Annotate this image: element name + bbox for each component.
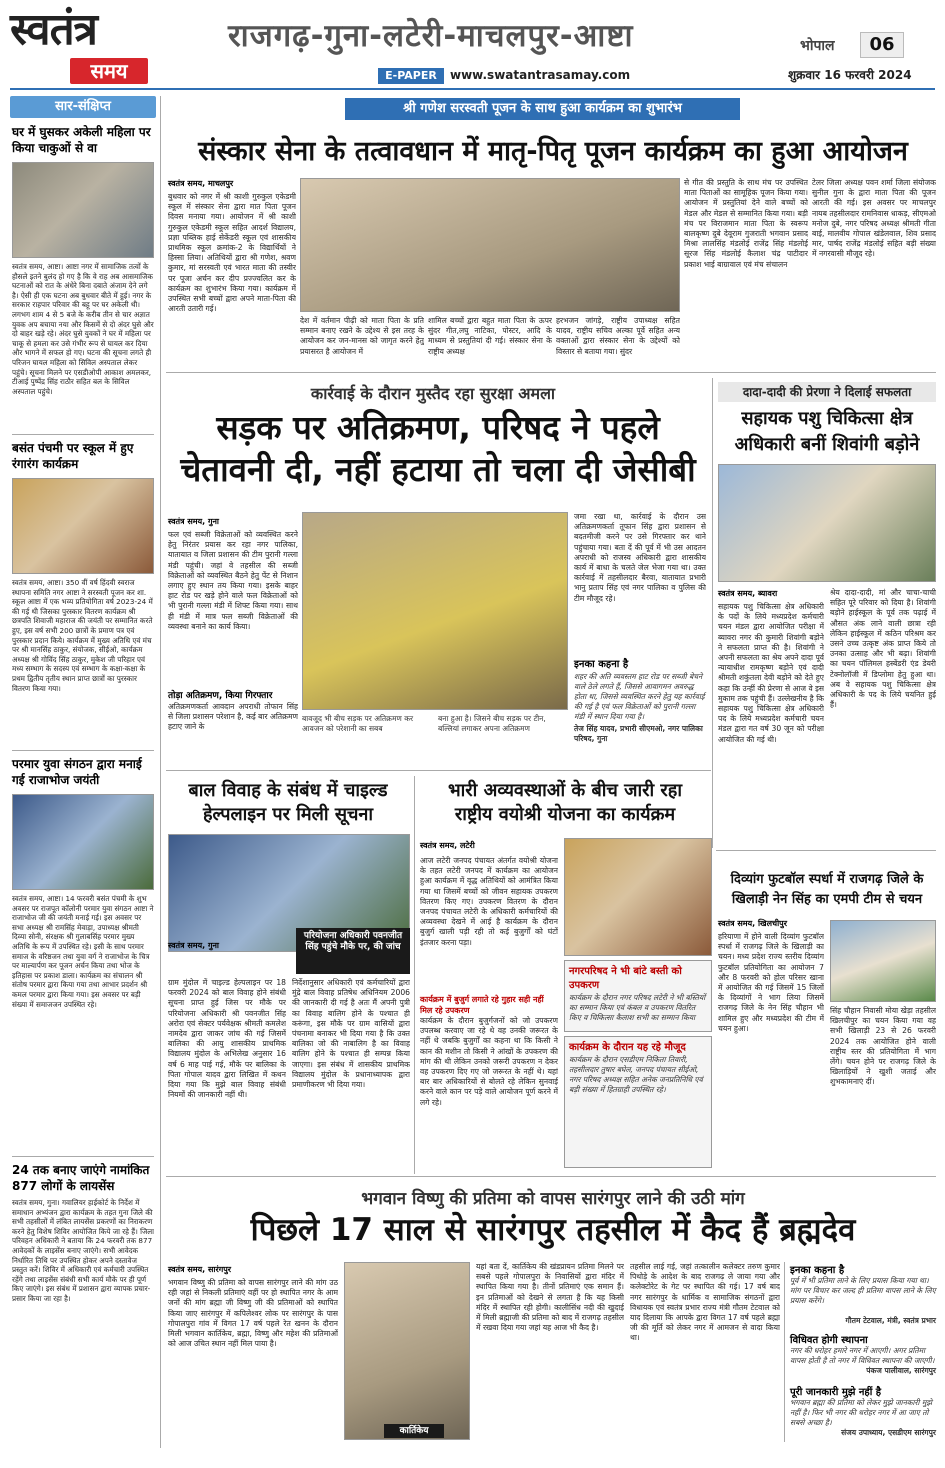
child-marriage-headline-2: हेल्पलाइन पर मिली सूचना xyxy=(202,804,374,825)
vet-headline-2: अधिकारी बनीं शिवांगी बड़ोने xyxy=(734,434,920,455)
sidebar-story-4-title: 24 तक बनाए जाएंगे नामांकित 877 लोगों के लायसेंस xyxy=(12,1163,150,1193)
vishnu-box2: भगवान ब्रह्मा की प्रतिमा को लेकर मुझे जानकारी मुझे नहीं है। फिर भी नगर की धरोहर नगर में आ जाए तो सबसे अच्छा है। xyxy=(790,1398,932,1427)
child-marriage-col-1: ग्राम मुंदोल में चाइल्ड हेल्पलाइन पर 18 फरवरी 2024 को बाल विवाह होने संबंधी सूचना प्राप्त हुई जिस पर मौके पर परियोजना अधिकारी श्री पवनजीत सिंह अरोरा एवं सेक्टर पर्यवेक्षक श्रीमती कमलेश नामदेव द्वारा जाकर जांच की गई जिसमें बालिका की आयु शासकीय प्राथमिक विद्यालय मुंदोल के अभिलेख अनुसार 16 वर्ष 6 माह पाई गई, मौके पर बालिका के पिता गोपाल यादव द्वारा लिखित में कथन दिया गया कि मुझे बाल विवाह संबंधी नियमों की जानकारी नहीं थी। xyxy=(168,978,286,1100)
football-col-1: हरियाणा में होने वाली दिव्यांग फुटबॉल स्पर्धा में राजगढ़ जिले के खिलाड़ी का चयन। मध्य प्रदेश राज्य स्तरीय दिव्यांग फुटबॉल प्रतियोगिता का आयोजन 7 और 8 फरवरी को होल परिसर खाना में आयोजित की गई जिसमें 15 जिलों के दिव्यांगों ने भाग लिया जिसमें राजगढ़ जिले के नेन सिंह चौहान भी शामिल हुए और मध्यप्रदेश की टीम में चयन हुआ। xyxy=(718,932,824,1033)
sidebar-story-1-title: घर में घुसकर अकेली महिला पर किया चाकुओं से वा xyxy=(12,125,151,155)
elderly-headline-1: भारी अव्यवस्थाओं के बीच जारी रहा xyxy=(447,780,683,801)
vet-col-2: श्रेय दादा-दादी, मां और चाचा-चाची सहित पूरे परिवार को दिया है। शिवांगी बड़ोने हाईस्कूल के पूर्व तक पढ़ाई में औसत अंक लाने वाली छात्रा रही लेकिन हाईस्कूल में कठिन परिश्रम कर उसने उच्च उत्कृष्ट अंक प्राप्त किये तो उनका उत्साह और भी बढ़ा। शिवांगी का चयन पॉलिमल हस्बेंडरी एंड डेयरी टेक्नोलॉजी में डिप्लोमा हेतु हुआ था। अब वे सहायक पशु चिकित्सा क्षेत्र अधिकारी के पद के लिये चयनित हुई हैं। xyxy=(830,588,936,710)
vishnu-box2-head: पूरी जानकारी मुझे नहीं है xyxy=(790,1387,882,1398)
vishnu-quote-name: गौतम टेटवाल, मंत्री, स्वतंत्र प्रभार xyxy=(845,1316,936,1325)
page-number: 06 xyxy=(860,32,904,58)
section-divider xyxy=(166,770,711,771)
section-divider xyxy=(166,1176,936,1177)
encroach-headline-2: चेतावनी दी, नहीं हटाया तो चला दी जेसीबी xyxy=(180,450,696,489)
vishnu-col-1: भगवान विष्णु की प्रतिमा को वापस सारंगपुर लाने की मांग उठ रही जहां से निकली प्रतिमाएं वहीं पर हो स्थापित नगर के आम जनों की मांग ब्रह्मा जी विष्णु जी की प्रतिमाओं को स्थापित किया जाए सारंगपुर में कपिलेश्वर लोक पर सारंगपुर के पास गोपालपुरा गांव में विगत 17 वर्ष पहले रेत खनन के दौरान मिली भगवान कार्तिकेय, ब्रह्मा, विष्णु और महेश की प्रतिमाओं को आज उचित स्थान नहीं मिल पाया है। xyxy=(168,1278,338,1349)
encroach-col-2: जमा रखा था, कार्रवाई के दौरान उस अतिक्रमणकर्ता तूफान सिंह द्वारा प्रशासन से बदतमीजी करने पर उसे गिरफ्तार कर थाने पहुंचाया गया। बता दें की पूर्व में भी उस आदतन अपराधी को राजस्व अधिकारी द्वारा शासकीय कार्य में बाधा के चलते जेल भेजा गया था। उक्त कार्रवाई में तहसीलदार बैरवा, यातायात प्रभारी भानु प्रताप सिंह एवं नगर पालिका व पुलिस की टीम मौजूद रहे। xyxy=(574,512,706,603)
elderly-col-2: कार्यक्रम के दौरान बुजुर्गजनों को जो उपकरण उपलब्ध करवाए जा रहे थे वह उनकी जरूरत के नहीं थे जबकि बुजुर्गों का कहना था कि किसी ने कान की मशीन तो किसी ने आंखों के उपकरण की मांग की थी लेकिन उनको जरूरी उपकरण न देकर वह उपकरण दिए गए जो जरूरत के नहीं थे। यहां बार बार अधिकारियों से बोलते रहे लेकिन सुनवाई करने वाले कान पर पड़े वाले आयोजन पूर्ण करने में लगे रहे। xyxy=(420,1016,558,1107)
section-divider xyxy=(716,850,936,851)
vishnu-box-head: विधिवत होगी स्थापना xyxy=(790,1335,868,1346)
elderly-photo xyxy=(564,838,712,956)
encroach-quote: शहर की अति व्यवस्तम हाट रोड पर सब्जी बेचने वाले ठेले लगते हैं, जिससे आवागमन अवरुद्ध होता था, जिससे व्यवस्थित करने हेतु यह कार्रवाई की गई है एवं फल विक्रेताओं को पुरानी गल्ला मंडी में स्थान दिया गया है। xyxy=(574,672,705,721)
sidebar-separator xyxy=(12,1156,154,1157)
football-headline-1: दिव्यांग फुटबॉल स्पर्धा में राजगढ़ जिले के xyxy=(730,872,924,887)
vishnu-col-2: यहां बता दें, कार्तिकेय की खंडप्रायन प्रतिमा मिलने पर सबसे पहले गोपालपुरा के निवासियों द्वारा मंदिर में स्थापित किया गया है। तीनों प्रतिमाएं एक समान हैं। इन प्रतिमाओं को देखने से लगता है कि यह किसी मंदिर में स्थापित रही होगी। कालीसिंध नदी की खुदाई में मिली ब्रह्माजी की प्रतिमा को बाद में राजगढ़ तहसील में रखवा दिया गया जहां यह आज भी कैद है। xyxy=(476,1262,624,1333)
site-url[interactable]: www.swatantrasamay.com xyxy=(450,68,631,82)
vishnu-quote: पूर्व में भी प्रतिमा लाने के लिए प्रयास किया गया था। मांग पर विचार कर जल्द ही प्रतिमा वापस लाने के लिए प्रयास करेंगे। xyxy=(790,1276,936,1305)
vet-byline: स्वतंत्र समय, ब्यावरा xyxy=(718,589,778,598)
vishnu-box-name: पंकज पालीवाल, सारंगपुर xyxy=(866,1366,936,1375)
encroach-subhead: तोड़ा अतिक्रमण, किया गिरफ्तार xyxy=(168,691,273,701)
sidebar-story-2-title: बसंत पंचमी पर स्कूल में हुए रंगारंग कार्यक्रम xyxy=(12,441,134,471)
top-story-col-3: शामिल बच्चों द्वारा बहुत माता पिता के ऊपर सुंदर गीत,लघु नाटिका, पोस्टर, आदि के माध्यम से प्रस्तुतियां दी गई। संस्कार सेना के राष्ट्रीय अध्यक्ष xyxy=(428,316,552,356)
encroach-headline-1: सड़क पर अतिक्रमण, परिषद ने पहले xyxy=(216,408,660,447)
issue-date: शुक्रवार 16 फरवरी 2024 xyxy=(788,68,912,82)
elderly-inbox-1 xyxy=(564,960,712,1032)
encroach-quote-head: इनका कहना है xyxy=(574,659,629,670)
vishnu-col-3: तहसील लाई गई, जहां तत्कालीन कलेक्टर तरुण कुमार पिथोड़े के आदेश के बाद राजगढ़ ले जाया गया और कलेक्टोरेट के गेट पर स्थापित की गई। 17 वर्ष बाद नगर सारंगपुर के धार्मिक व सामाजिक संगठनों द्वारा विधायक एवं स्वतंत्र प्रभार राज्य मंत्री गौतम टेटवाल को याद दिलाया कि आपके द्वारा विगत 17 वर्ष पहले ब्रह्मा जी की मूर्ति को लेकर नगर में आमजन से वादा किया था। xyxy=(630,1262,780,1343)
city-label: भोपाल xyxy=(800,38,835,54)
encroach-caption-2: बना हुआ है। जिसने बीच सड़क पर टीन, बल्लियां लगाकर अपना अतिक्रमण xyxy=(438,714,546,733)
top-story-col-4: हरभजन जांगड़े, राष्ट्रीय उपाध्यक्ष सहित यादव, राष्ट्रीय सचिव अल्का पूर्वे सहित अन्य वक्ताओं द्वारा संस्कार सेना के उद्देश्यों को विस्तार से बताया गया। सुंदर xyxy=(556,316,680,356)
elderly-inbox-2-head: कार्यक्रम के दौरान यह रहे मौजूद xyxy=(569,1042,686,1053)
encroach-quote-name: तेज सिंह यादव, प्रभारी सीएमओ, नगर पालिका परिषद, गुना xyxy=(574,724,703,743)
vishnu-quote-head: इनका कहना है xyxy=(790,1265,845,1276)
epaper-badge: E-PAPER xyxy=(378,68,444,84)
football-byline: स्वतंत्र समय, खिलचीपुर xyxy=(718,919,787,928)
elderly-inbox-1-body: कार्यक्रम के दौरान नगर परिषद लटेरी ने भी बस्तियों का सम्मान किया एवं कंबल व उपकरण वितरित किए व चिकित्सा कैलाश सभी का सम्मान किया xyxy=(569,993,706,1022)
child-marriage-headline-1: बाल विवाह के संबंध में चाइल्ड xyxy=(188,780,388,801)
column-divider xyxy=(784,1262,785,1442)
sidebar-story-1-photo xyxy=(12,162,154,258)
section-divider xyxy=(166,372,936,373)
top-story-col-2: देश में वर्तमान पीढ़ी को माता पिता के प्रति सम्मान बनाए रखने के उद्देश्य से इस तरह के आयोजन कर जन-मानस को जागृत करने हेतु प्रयासरत है आयोजन में xyxy=(300,316,424,356)
elderly-col-1: आज लटेरी जनपद पंचायत अंतर्गत वयोश्री योजना के तहत लटेरी जनपद में कार्यक्रम का आयोजन हुआ कार्यक्रम में वृद्ध अतिथियों को आमंत्रित किया गया था जिसमें बच्चों को जीवन सहायक उपकरण वितरण किए गए। उपकरण वितरण के दौरान जनपद पंचायत लटेरी के अधिकारी कर्मचारियों की अव्यवस्था देखने में आई है कार्यक्रम के दौरान बुजुर्ग खाली पड़ी रही तो कई बुजुर्गों को घंटों इंतजार करना पड़ा। xyxy=(420,856,558,947)
top-story-banner: श्री गणेश सरस्वती पूजन के साथ हुआ कार्यक्रम का शुभारंभ xyxy=(345,98,740,120)
column-divider xyxy=(712,378,713,848)
vishnu-photo-label: कार्तिकेय xyxy=(384,1424,444,1438)
sidebar-story-2-body: स्वतंत्र समय, आष्टा। 350 वीं वर्ष हिंदवी स्वराज स्थापना समिति नगर आष्टा ने सरस्वती पूजन कर शा. स्कूल आष्टा में एक भव्य प्रतियोगिता वर्ष 2023-24 में की गई थी जिसका पुरस्कार वितरण कार्यक्रम श्री छत्रपति शिवाजी महाराज की जयंती पर सम्मानित करते हुए, इस वर्ष सभी 200 छात्रों के प्रमाण पत्र एवं पुरस्कार प्रदान किये। कार्यक्रम में मुख्य अतिथि एवं मंच पर श्री मानसिंह ठाकुर, संयोजक, सीईओ, कार्यक्रम अध्यक्ष श्री गोविंद सिंह ठाकुर, मुकेश जी परिहार एवं मध्य सम्भाग के सदस्य एवं सम्भाग के कक्षा-कक्षा के प्रथम द्वितीय तृतीय स्थान प्राप्त छात्रों का पुरस्कार वितरण किया गया। xyxy=(12,578,153,693)
football-photo xyxy=(830,920,936,1002)
sidebar-story-3-title: परमार युवा संगठन द्वारा मनाई गई राजाभोज जयंती xyxy=(12,757,142,787)
elderly-inbox-2 xyxy=(564,1036,712,1168)
encroach-photo-jcb xyxy=(302,512,568,710)
encroach-col-1b: अतिक्रमणकर्ता आवदान अपराधी तोफान सिंह से जिला प्रशासन परेशान है, कई बार अतिक्रमण हटाए जाने के xyxy=(168,702,298,732)
top-story-col-5: से गीत की प्रस्तुति के साथ मंच पर उपस्थित माता पिताओं का सामूहिक पूजन किया गया। आयोजन में प्रस्तुतियां देने वाले बच्चों को मेडल और मेडल से सम्मानित किया गया। बड़ी मंच पर विराजमान माता पिता के स्वरूप बालकृष्ण दुबे देवूराम गुजराती भगवान प्रसाद मिश्रा लालसिंह मंडलोई राजेंद्र सिंह मंडलोई सूरज सिंह मंडलोई कैलाश चंद्र पाटीदार प्रकाश भाई बाग्रावाल एवं मंच संचालन xyxy=(684,178,808,269)
sidebar-divider xyxy=(160,96,161,1448)
encroach-col-1: फल एवं सब्जी विक्रेताओं को व्यवस्थित करने हेतु निरंतर प्रयास कर रहा नगर पालिका, यातायात व जिला प्रशासन की टीम पुरानी गल्ला मंडी पहुंची। जहां वे तहसील की सब्जी विक्रेताओं को व्यवस्थित बैठने हेतु पेंट से निशान लगाए हुए स्थान तय किया गया। इसके बाहर हाट रोड पर खड़े होने वाले फल विक्रेताओं को भी पुरानी गल्ला मंडी में शिफ्ट किया गया। साथ ही मंडी में मात्र फल सब्जी विक्रेताओं की व्यवस्था बनाने का कार्य किया। xyxy=(168,530,298,631)
encroach-caption: बावजूद भी बीच सड़क पर अतिक्रमण कर आवजन को परेशानी का सबब xyxy=(302,714,414,733)
elderly-byline: स्वतंत्र समय, लटेरी xyxy=(420,841,475,850)
child-marriage-byline: स्वतंत्र समय, गुना xyxy=(168,941,219,950)
vet-headline-1: सहायक पशु चिकित्सा क्षेत्र xyxy=(741,408,913,429)
encroach-byline: स्वतंत्र समय, गुना xyxy=(168,517,219,526)
elderly-inbox-1-head: नगरपरिषद ने भी बांटे बस्ती को उपकरण xyxy=(569,966,682,991)
encroach-kicker: कार्रवाई के दौरान मुस्तैद रहा सुरक्षा अमला xyxy=(310,384,556,403)
sidebar-story-3-photo xyxy=(12,794,154,890)
top-story-byline: स्वतंत्र समय, माचलपुर xyxy=(168,179,234,188)
sidebar-story-4-body: स्वतंत्र समय, गुना। गवालियर हाईकोर्ट के निर्देश में समाधान अभ्यंजन द्वारा कार्यक्रम के तहत गुना जिले की सभी तहसीलों में लंबित लायसेंस प्रकरणों का निराकरण करने हेतु विशेष शिविर आयोजित किये जा रहे हैं। जिला परिवहन अधिकारी ने बताया कि 24 फरवरी तक 877 आवेदकों के लाइसेंस बनाए जाएंगे। सभी आवेदक निर्धारित तिथि पर उपस्थित होकर अपने दस्तावेज प्रस्तुत करें। शिविर में अधिकारी एवं कर्मचारी उपस्थित रहेंगे तथा लाइसेंस संबंधी सभी कार्य मौके पर ही पूर्ण किए जाएंगे। इस संबंध में प्रशासन द्वारा व्यापक प्रचार-प्रसार किया जा रहा है। xyxy=(12,1198,154,1303)
vishnu-box2-name: संजय उपाध्याय, एसडीएम सारंगपुर xyxy=(841,1428,936,1437)
sidebar-separator xyxy=(12,750,154,751)
child-marriage-col-2: निर्देशानुसार अधिकारी एवं कर्मचारियों द्वारा मुंद्रे बाल विवाह प्रतिषेध अधिनियम 2006 की जानकारी दी गई है अतः मैं अपनी पुत्री का विवाह बालिग होने के पश्चात ही करूंगा, इस मौके पर ग्राम वासियों द्वारा पंचनामा बनाकर भी दिया गया है कि उक्त बालिका जो की नाबालिग है का विवाह बालिग होने के पश्चात ही सम्पन्न किया जाएगा। इस संबंध में शासकीय प्राथमिक विद्यालय मुंदोल के प्रधानाध्यापक द्वारा प्रमाणीकरण भी दिया गया। xyxy=(292,978,410,1090)
vishnu-headline: पिछले 17 साल से सारंगपुर तहसील में कैद हैं ब्रह्मदेव xyxy=(250,1212,856,1248)
top-story-photo xyxy=(300,178,680,312)
sidebar-header: सार-संक्षिप्त xyxy=(10,96,156,118)
vishnu-kicker: भगवान विष्णु की प्रतिमा को वापस सारंगपुर लाने की उठी मांग xyxy=(361,1189,745,1209)
elderly-inbox-2-body: कार्यक्रम के दौरान एसडीएम निकिता तिवारी, तहसीलदार तुषार बघेल, जनपद पंचायत सीईओ, नगर परिषद अध्यक्ष सहित अनेक जनप्रतिनिधि एवं बड़ी संख्या में हितग्राही उपस्थित रहे। xyxy=(569,1055,703,1094)
top-story-headline: संस्कार सेना के तत्वावधान में मातृ-पितृ पूजन कार्यक्रम का हुआ आयोजन xyxy=(198,136,908,167)
top-story-col-1: बुधवार को नगर में श्री काशी गुरुकुल एकेडमी स्कूल में संस्कार सेना द्वारा मात पिता पूजन दिवस मनाया गया। आयोजन में श्री काशी गुरुकुल एकेडमी स्कूल सहित आदर्श विद्यालय, प्रज्ञा पब्लिक हाई सेकेंडरी स्कूल एवं शासकीय प्राथमिक स्कूल क्रमांक-2 के विद्यार्थियों ने हिस्सा लिया। अतिथियों द्वारा श्री गणेश, श्रवण कुमार, मां सरस्वती एवं भारत माता की तस्वीर पर पूजा अर्चन कर दीप प्रज्ज्वलित कर के कार्यक्रम का शुभारंभ किया गया। कार्यक्रम में उपस्थित सभी बच्चों द्वारा अपने माता-पिता की आरती उतारी गई। xyxy=(168,192,296,314)
logo-top: स्वतंत्र xyxy=(10,4,97,55)
sidebar-story-2-photo xyxy=(12,478,154,574)
masthead-rule xyxy=(10,88,935,90)
vet-kicker: दादा-दादी की प्रेरणा ने दिलाई सफलता xyxy=(718,382,936,402)
football-col-2: सिंह चौहान निवासी मोया खेड़ा तहसील खिलचीपुर का चयन किया गया वह सभी खिलाड़ी 23 से 26 फरवरी 2024 तक आयोजित होने वाली राष्ट्रीय स्तर की प्रतियोगिता में भाग लेंगे। चयन होने पर राजगढ़ जिले के खिलाड़ियों ने खुशी जताई और शुभकामनाएं दीं। xyxy=(830,1006,936,1087)
football-headline-2: खिलाड़ी नेन सिंह का एमपी टीम से चयन xyxy=(731,892,923,907)
logo-bottom: समय xyxy=(70,58,148,84)
sidebar-story-3-body: स्वतंत्र समय, आष्टा। 14 फरवरी बसंत पंचमी के शुभ अवसर पर राजपूत कॉलोनी परमार युवा संगठन आष्टा ने राजाभोज जी की जयंती मनाई गई। इस अवसर पर सभा अध्यक्ष श्री रामसिंह मेवाड़ा, उपाध्यक्ष श्रीमती दिव्या सोनी, संरक्षक श्री गुलाबसिंह परमार मुख्य अतिथि के रूप में उपस्थित रहे। इसी के साथ परमार समाज के वरिष्ठजन तथा युवा वर्ग ने राजाभोज के चित्र पर माल्यार्पण कर पूजन अर्चन किया तथा भोज के इतिहास पर प्रकाश डाला। कार्यक्रम का संचालन श्री संतोष परमार द्वारा किया गया तथा आभार प्रदर्शन श्री कमल परमार द्वारा किया गया। इस अवसर पर बड़ी संख्या में समाजजन उपस्थित रहे। xyxy=(12,894,154,1009)
top-story-col-6: टेलर जिला अध्यक्ष पवन शर्मा जिला संयोजक सुनील गुना के द्वारा माता पिता की पूजन आरती की गई। इस अवसर पर माचलपुर नायब तहसीलदार रामनिवास धाकड़, सीएमओ मनोज दुबे, नगर परिषद अध्यक्ष श्रीमती गीता बाई, मालवीय गोपाल खंडेलवाल, शिव प्रसाद मार, पार्षद राजेंद्र मंडलोई सहित बड़ी संख्या में नगरवासी मौजूद रहे। xyxy=(812,178,936,259)
sidebar-separator xyxy=(12,434,154,435)
vet-col-1: सहायक पशु चिकित्सा क्षेत्र अधिकारी के पदों के लिये मध्यप्रदेश कर्मचारी चयन मंडल द्वारा आयोजित परीक्षा में ब्यावरा नगर की कुमारी शिवांगी बड़ोने ने सफलता प्राप्त की है। शिवांगी ने अपनी सफलता का श्रेय अपने दादा पूर्व न्यायाधीश रामकृष्ण बड़ोने एवं दादी श्रीमती शकुंतला देवी बड़ोने को देते हुए कहा कि उन्हीं की प्रेरणा से आज वे इस मुकाम तक पहुंची हैं। उल्लेखनीय है कि सहायक पशु चिकित्सा क्षेत्र अधिकारी पद के लिये मध्यप्रदेश कर्मचारी चयन मंडल द्वारा गत वर्ष 30 जून को परीक्षा आयोजित की गई थी। xyxy=(718,602,824,744)
sidebar-story-1-body: स्वतंत्र समय, आष्टा। आष्टा नगर में सामाजिक तत्वों के हौसले इतने बुलंद हो गए है कि वे राह अब आसमाजिक घटनाओं को रात के अंधेरे बिना दबाते अंजाम देने लगे है। ऐसी ही एक घटना अब बुधवार बीते में हुई। नगर के सरकार राहपार परिवार की बहू पर घर अकेली थी। लगभग शाम 4 से 5 बजे के करीब तीन से चार अज्ञात युवक अप बचाया नया और किसमें से दो अंदर घुसे और दो बाहर खड़े रहे। अंदर घुसे युवकों ने घर में महिला पर चाकू से हमला कर उसे गंभीर रूप से घायल कर दिया और भागने में सफल हो गए। घटना की सूचना लगते ही परिजन घायल महिला को सिविल अस्पताल लेकर पहुंचे। सूचना मिलने पर एसडीओपी आकाश अमलकर, टीआई पुष्पेंद्र सिंह राठौर सहित बल के सिविल अस्पताल पहुंचे। xyxy=(12,262,154,396)
vishnu-byline: स्वतंत्र समय, सारंगपुर xyxy=(168,1265,232,1274)
elderly-subhead: कार्यक्रम में बुजुर्ग लगाते रहे गुहार सही नहीं मिल रहे उपकरण xyxy=(420,995,544,1015)
page-title: राजगढ़-गुना-लटेरी-माचलपुर-आष्टा xyxy=(228,18,634,54)
vishnu-photo xyxy=(344,1262,470,1440)
elderly-headline-2: राष्ट्रीय वयोश्री योजना का कार्यक्रम xyxy=(454,804,676,825)
column-divider xyxy=(414,776,415,1174)
vishnu-box: नगर की धरोहर हमारे नगर में आएगी। अगर प्रतिमा वापस होती है तो नगर में विधिवत स्थापना की जाएगी। xyxy=(790,1346,935,1365)
vet-photo xyxy=(718,464,936,582)
child-marriage-photo-label: परियोजना अधिकारी पवनजीत सिंह पहुंचे मौके पर, की जांच xyxy=(296,928,410,974)
